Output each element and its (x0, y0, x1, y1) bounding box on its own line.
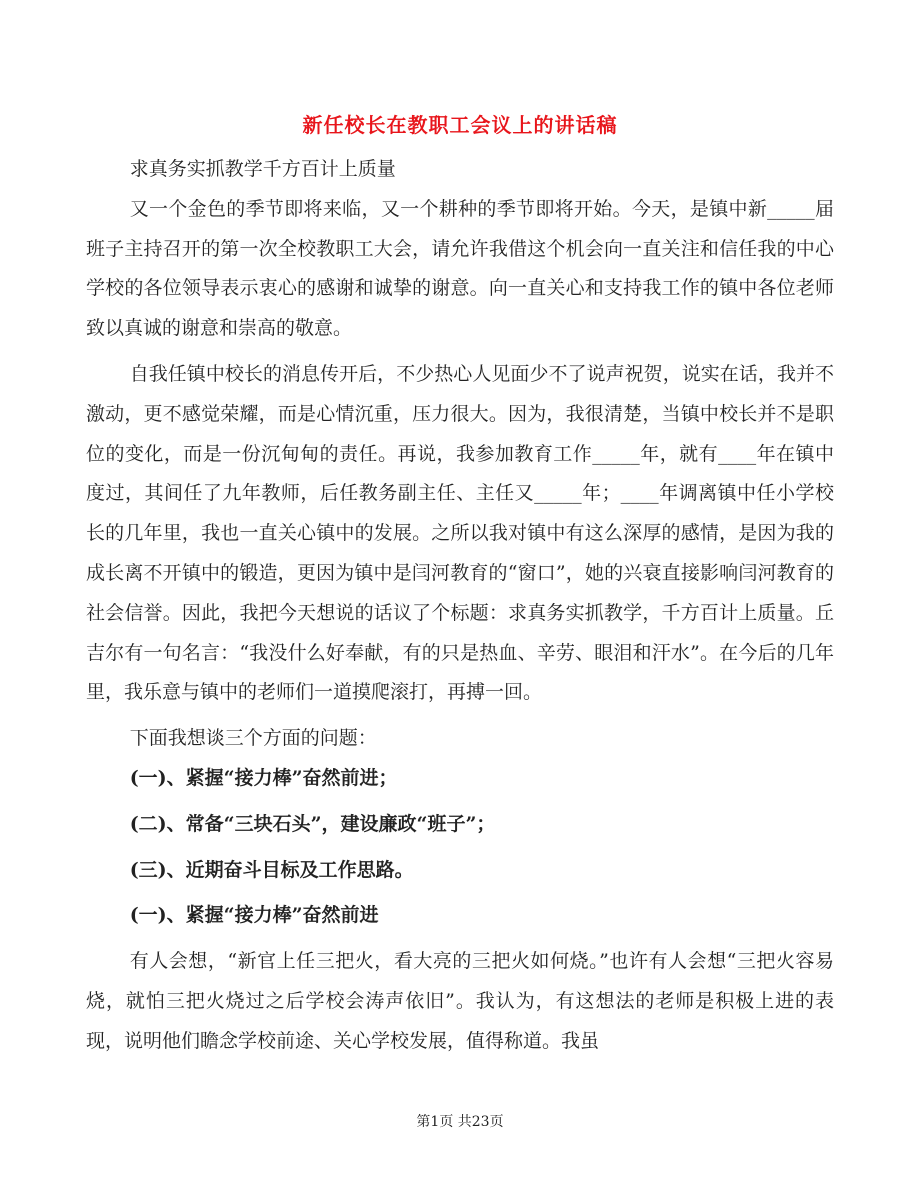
document-title: 新任校长在教职工会议上的讲话稿 (302, 113, 618, 137)
paragraph-opening: 又一个金色的季节即将来临，又一个耕种的季节即将开始。今天，是镇中新_____届班子主持召开的第一次全校教职工大会，请允许我借这个机会向一直关注和信任我的中心学校的各位领导表示衷心的感谢和诚挚的谢意。向一直关心和支持我工作的镇中各位老师致以真诚的谢意和崇高的敬意。 (86, 197, 834, 340)
topic-heading-1: (一)、紧握“接力棒”奋然前进； (129, 766, 398, 789)
document-body (86, 150, 834, 1062)
paragraph-appointment: 自我任镇中校长的消息传开后，不少热心人见面少不了说声祝贺，说实在话，我并不激动，更不感觉荣耀，而是心情沉重，压力很大。因为，我很清楚，当镇中校长并不是职位的变化，而是一份沉甸甸的责任。再说，我参加教育工作_____年，就有____年在镇中度过，其间任了九年教师，后任教务副主任、主任又_____年；____年调离镇中任小学校长的几年里，我也一直关心镇中的发展。之所以我对镇中有这么深厚的感情，是因为我的成长离不开镇中的锻造，更因为镇中是闫河教育的“窗口”，她的兴衰直接影响闫河教育的社会信誉。因此，我把今天想说的话议了个标题：求真务实抓教学，千方百计上质量。丘吉尔有一句名言：“我没什么好奉献，有的只是热血、辛劳、眼泪和汗水”。在今后的几年里，我乐意与镇中的老师们一道摸爬滚打，再搏一回。 (86, 362, 834, 704)
paragraph-three-fires: 有人会想，“新官上任三把火，看大亮的三把火如何烧。”也许有人会想“三把火容易烧，就怕三把火烧过之后学校会涛声依旧”。我认为，有这想法的老师是积极上进的表现，说明他们瞻念学校前途、关心学校发展，值得称道。我虽 (86, 950, 834, 1052)
paragraph-topics-intro: 下面我想谈三个方面的问题： (129, 727, 377, 750)
topic-heading-2: (二)、常备“三块石头”，建设廉政“班子”； (129, 812, 496, 835)
document-subtitle: 求真务实抓教学千方百计上质量 (129, 158, 396, 180)
topic-heading-3: (三)、近期奋斗目标及工作思路。 (129, 858, 414, 881)
page-number-footer: 第1页 共23页 (416, 1114, 504, 1130)
section-heading-1: (一)、紧握“接力棒”奋然前进 (129, 904, 379, 927)
